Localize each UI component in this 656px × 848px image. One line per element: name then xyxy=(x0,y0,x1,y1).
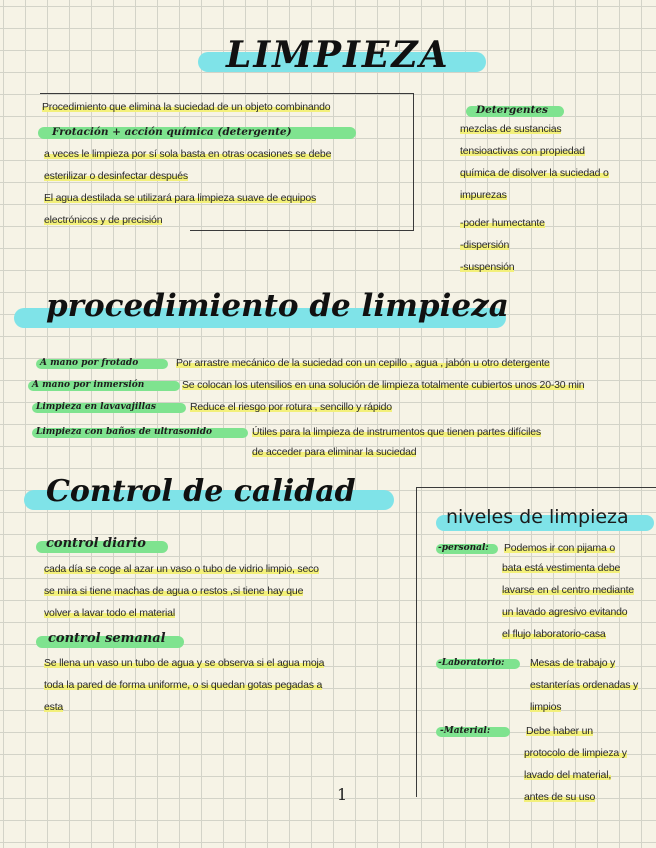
definition-box-top xyxy=(40,93,414,94)
niveles-material-line-2: protocolo de limpieza y xyxy=(524,747,627,759)
page-number: 1 xyxy=(337,785,348,804)
niveles-material-line-1: Debe haber un xyxy=(526,725,593,737)
niveles-material-line-3: lavado del material, xyxy=(524,769,612,781)
proc-item-4-text-2: de acceder para eliminar la suciedad xyxy=(252,446,417,458)
detergentes-property-3: -suspensión xyxy=(460,261,515,273)
detergentes-property-2: -dispersión xyxy=(460,239,510,251)
control-semanal-line-2: toda la pared de forma uniforme, o si quedan gotas pegadas a xyxy=(44,679,323,691)
procedimiento-heading: procedimiento de limpieza xyxy=(46,288,509,324)
definition-line-4: esterilizar o desinfectar después xyxy=(44,170,188,182)
niveles-personal-label: -personal: xyxy=(438,543,489,553)
definition-line-1: Procedimiento que elimina la suciedad de un objeto combinando xyxy=(42,101,331,113)
niveles-laboratorio-line-3: limpios xyxy=(530,701,562,713)
definition-line-6: electrónicos y de precisión xyxy=(44,214,163,226)
control-diario-heading: control diario xyxy=(46,536,146,551)
niveles-box-top xyxy=(416,487,656,488)
page-title: LIMPIEZA xyxy=(226,34,450,76)
detergentes-heading: Detergentes xyxy=(476,104,548,116)
detergentes-line-3: química de disolver la suciedad o xyxy=(460,167,609,179)
proc-item-4-label: Limpieza con baños de ultrasonido xyxy=(36,427,212,437)
niveles-personal-line-3: lavarse en el centro mediante xyxy=(502,584,634,596)
control-diario-line-1: cada día se coge al azar un vaso o tubo de vidrio limpio, seco xyxy=(44,563,319,575)
niveles-box-left xyxy=(416,487,417,797)
proc-item-3-label: Limpieza en lavavajillas xyxy=(36,402,156,412)
proc-item-2-text: Se colocan los utensilios en una solución de limpieza totalmente cubiertos unos 20-30 min xyxy=(182,379,585,391)
detergentes-line-4: impurezas xyxy=(460,189,507,201)
niveles-personal-line-1: Podemos ir con pijama o xyxy=(504,542,615,554)
detergentes-property-1: -poder humectante xyxy=(460,217,545,229)
niveles-laboratorio-label: -Laboratorio: xyxy=(438,658,505,668)
niveles-material-line-4: antes de su uso xyxy=(524,791,596,803)
detergentes-line-2: tensioactivas con propiedad xyxy=(460,145,585,157)
niveles-personal-line-5: el flujo laboratorio-casa xyxy=(502,628,606,640)
niveles-heading: niveles de limpieza xyxy=(446,506,629,528)
control-semanal-heading: control semanal xyxy=(48,631,166,646)
niveles-personal-line-2: bata está vestimenta debe xyxy=(502,562,621,574)
control-semanal-line-1: Se llena un vaso un tubo de agua y se observa si el agua moja xyxy=(44,657,325,669)
detergentes-line-1: mezclas de sustancias xyxy=(460,123,562,135)
control-diario-line-3: volver a lavar todo el material xyxy=(44,607,175,619)
proc-item-3-text: Reduce el riesgo por rotura , sencillo y rápido xyxy=(190,401,392,413)
definition-box-bottom xyxy=(190,230,414,231)
proc-item-4-text: Útiles para la limpieza de instrumentos que tienen partes difíciles xyxy=(252,426,541,438)
definition-formula: Frotación + acción química (detergente) xyxy=(52,126,292,138)
niveles-material-label: -Material: xyxy=(440,726,491,736)
control-semanal-line-3: esta xyxy=(44,701,64,713)
proc-item-1-text: Por arrastre mecánico de la suciedad con un cepillo , agua , jabón u otro detergente xyxy=(176,357,550,369)
definition-line-5: El agua destilada se utilizará para limpieza suave de equipos xyxy=(44,192,317,204)
control-heading: Control de calidad xyxy=(46,474,356,509)
definition-line-3: a veces le limpieza por sí sola basta en otras ocasiones se debe xyxy=(44,148,332,160)
niveles-laboratorio-line-2: estanterías ordenadas y xyxy=(530,679,639,691)
control-diario-line-2: se mira si tiene machas de agua o restos ,si tiene hay que xyxy=(44,585,304,597)
niveles-laboratorio-line-1: Mesas de trabajo y xyxy=(530,657,616,669)
definition-box-right xyxy=(413,93,414,231)
proc-item-1-label: A mano por frotado xyxy=(40,358,139,368)
niveles-personal-line-4: un lavado agresivo evitando xyxy=(502,606,628,618)
proc-item-2-label: A mano por inmersión xyxy=(32,380,145,390)
